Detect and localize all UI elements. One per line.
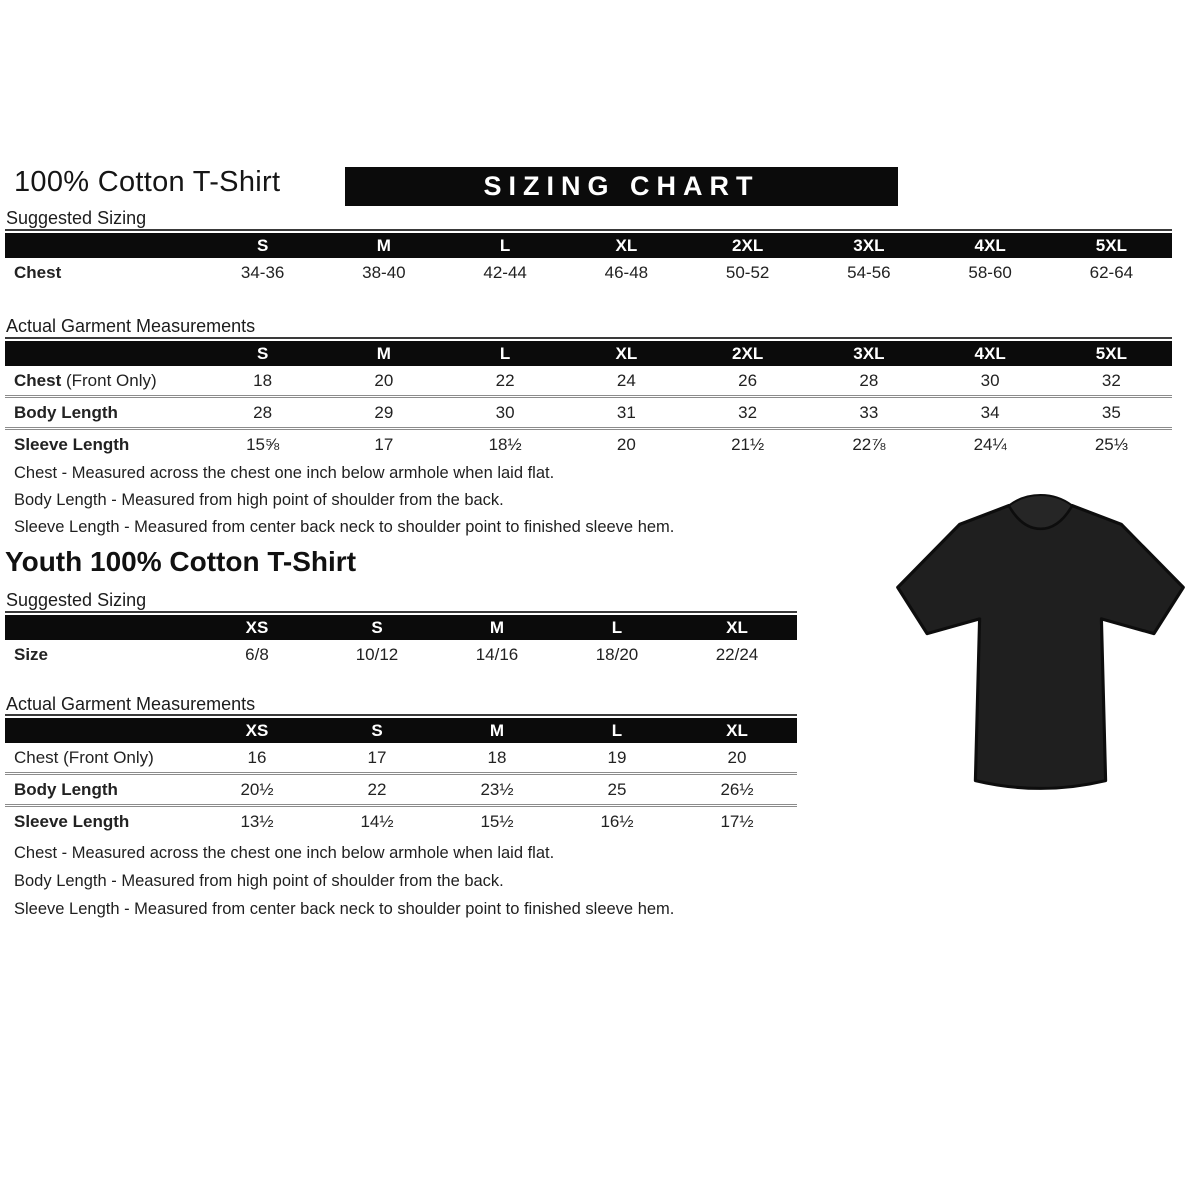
youth-actual-measurements-table: [5, 714, 797, 836]
row-label: Chest (Front Only): [14, 370, 157, 390]
youth-suggested-sizing-table: [5, 611, 797, 670]
note-chest: Chest - Measured across the chest one inch below armhole when laid flat.: [14, 464, 555, 482]
corner-cell: [5, 341, 202, 366]
cell: 17: [367, 747, 387, 767]
cell: 24: [616, 370, 636, 390]
cell: 16½: [557, 806, 677, 837]
cell: 20: [727, 747, 747, 767]
column-header: 4XL: [930, 341, 1051, 366]
cell: 35: [1051, 397, 1172, 429]
table-header-row: [5, 233, 1172, 258]
table-row: [5, 429, 1172, 460]
adult-measurement-notes: [14, 465, 674, 546]
cell: 29: [323, 397, 444, 429]
cell: 15½: [437, 806, 557, 837]
cell: 18: [487, 747, 507, 767]
cell: 13½: [197, 806, 317, 837]
corner-cell: [5, 615, 197, 640]
note-body-length: Body Length - Measured from high point of shoulder from the back.: [14, 872, 504, 890]
cell: 30: [980, 370, 1000, 390]
cell: 22: [495, 370, 515, 390]
row-label: Sleeve Length: [5, 429, 202, 460]
cell: 18/20: [595, 645, 639, 664]
table-header-row: [5, 341, 1172, 366]
column-header: 5XL: [1051, 341, 1172, 366]
cell: 20: [374, 370, 394, 390]
cell: 50-52: [725, 263, 770, 282]
cell: 34-36: [240, 263, 285, 282]
cell: 23½: [437, 774, 557, 806]
cell: 21½: [687, 429, 808, 460]
youth-suggested-sizing-label: Suggested Sizing: [6, 590, 147, 610]
cell: 28: [859, 370, 879, 390]
table-row: [5, 258, 1172, 288]
table-row: [5, 640, 797, 670]
cell: 20½: [197, 774, 317, 806]
column-header: XL: [566, 341, 687, 366]
note-sleeve-length: Sleeve Length - Measured from center back neck to shoulder point to finished sleeve hem.: [14, 518, 675, 536]
column-header: 3XL: [808, 341, 929, 366]
cell: 25⅓: [1051, 429, 1172, 460]
cell: 14/16: [475, 645, 519, 664]
column-header: 2XL: [687, 341, 808, 366]
column-header: 4XL: [930, 233, 1051, 258]
cell: 17½: [677, 806, 797, 837]
row-label: Chest (Front Only): [14, 747, 154, 767]
column-header: S: [317, 615, 437, 640]
table-row: [5, 743, 797, 774]
cell: 22/24: [715, 645, 759, 664]
column-header: S: [202, 233, 323, 258]
cell: 24¼: [930, 429, 1051, 460]
adult-suggested-sizing-label: Suggested Sizing: [6, 208, 147, 228]
cell: 22⅞: [808, 429, 929, 460]
column-header: XL: [677, 615, 797, 640]
table-row: [5, 397, 1172, 429]
table-row: [5, 806, 797, 837]
cell: 32: [687, 397, 808, 429]
column-header: S: [317, 718, 437, 743]
cell: 18: [253, 370, 273, 390]
cell: 46-48: [604, 263, 649, 282]
cell: 34: [930, 397, 1051, 429]
column-header: M: [437, 718, 557, 743]
row-label: Size: [14, 645, 49, 664]
cell: 28: [202, 397, 323, 429]
cell: 42-44: [483, 263, 527, 282]
table-header-row: [5, 718, 797, 743]
column-header: 2XL: [687, 233, 808, 258]
table-row: [5, 774, 797, 806]
cell: 32: [1101, 370, 1121, 390]
column-header: L: [445, 233, 566, 258]
row-label: Chest: [14, 263, 62, 282]
cell: 31: [566, 397, 687, 429]
youth-section-title: Youth 100% Cotton T-Shirt: [5, 546, 357, 577]
cell: 10/12: [355, 645, 399, 664]
cell: 62-64: [1089, 263, 1134, 282]
column-header: L: [557, 615, 677, 640]
sizing-chart-banner: SIZING CHART: [345, 167, 898, 206]
adult-actual-measurements-label: Actual Garment Measurements: [6, 316, 256, 336]
cell: 26½: [677, 774, 797, 806]
corner-cell: [5, 718, 197, 743]
note-sleeve-length: Sleeve Length - Measured from center back neck to shoulder point to finished sleeve hem.: [14, 900, 675, 918]
youth-actual-measurements-label: Actual Garment Measurements: [6, 694, 256, 714]
column-header: M: [323, 233, 444, 258]
cell: 16: [247, 747, 267, 767]
column-header: XL: [677, 718, 797, 743]
cell: 25: [557, 774, 677, 806]
column-header: XL: [566, 233, 687, 258]
column-header: XS: [197, 615, 317, 640]
table-header-row: [5, 615, 797, 640]
cell: 26: [738, 370, 758, 390]
column-header: M: [437, 615, 557, 640]
cell: 18½: [445, 429, 566, 460]
column-header: M: [323, 341, 444, 366]
row-label: Body Length: [5, 774, 197, 806]
column-header: 5XL: [1051, 233, 1172, 258]
tshirt-image: [883, 472, 1198, 812]
column-header: L: [557, 718, 677, 743]
column-header: 3XL: [808, 233, 929, 258]
row-label: Body Length: [5, 397, 202, 429]
table-row: [5, 366, 1172, 397]
cell: 54-56: [847, 263, 891, 282]
cell: 6/8: [245, 645, 269, 664]
corner-cell: [5, 233, 202, 258]
cell: 33: [808, 397, 929, 429]
cell: 19: [607, 747, 627, 767]
cell: 38-40: [362, 263, 406, 282]
column-header: S: [202, 341, 323, 366]
cell: 58-60: [968, 263, 1012, 282]
cell: 22: [317, 774, 437, 806]
note-body-length: Body Length - Measured from high point of shoulder from the back.: [14, 491, 504, 509]
cell: 14½: [317, 806, 437, 837]
page-title: 100% Cotton T-Shirt: [14, 166, 281, 198]
column-header: XS: [197, 718, 317, 743]
row-label: Sleeve Length: [5, 806, 197, 837]
note-chest: Chest - Measured across the chest one inch below armhole when laid flat.: [14, 844, 555, 862]
cell: 17: [323, 429, 444, 460]
adult-suggested-sizing-table: [5, 229, 1172, 288]
adult-actual-measurements-table: [5, 337, 1172, 459]
cell: 15⅝: [202, 429, 323, 460]
column-header: L: [445, 341, 566, 366]
youth-measurement-notes: [14, 845, 674, 929]
cell: 20: [566, 429, 687, 460]
cell: 30: [445, 397, 566, 429]
